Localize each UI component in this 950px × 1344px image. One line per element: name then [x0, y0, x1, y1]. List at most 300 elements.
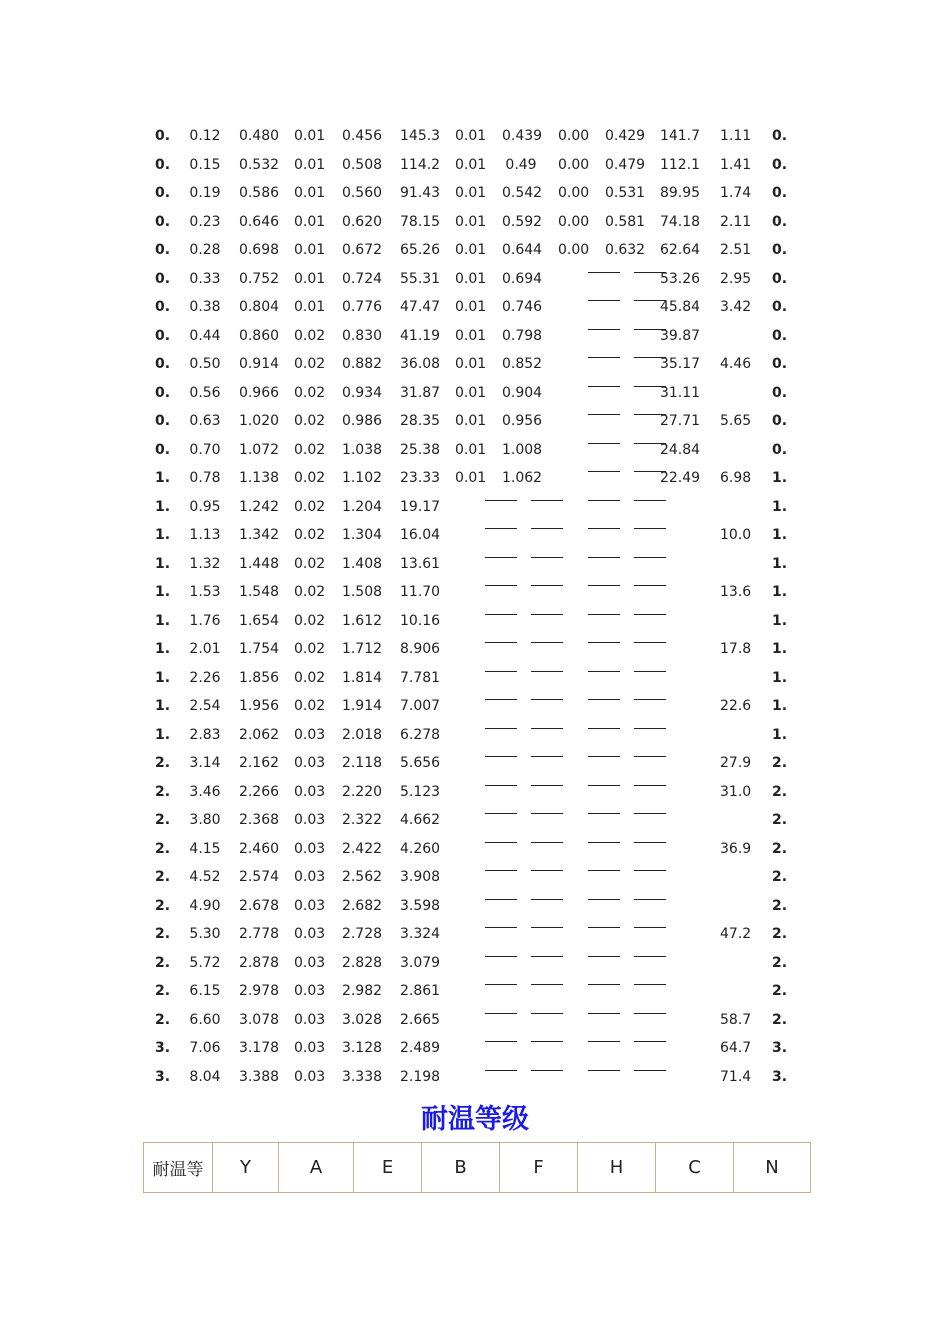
table-cell: 0.03 [294, 755, 326, 771]
table-cell: 3.078 [238, 1011, 280, 1028]
table-cell: 5.123 [400, 783, 441, 800]
table-row [145, 208, 805, 236]
table-cell: 2.562 [341, 869, 383, 885]
table-cell: 1. [155, 584, 171, 600]
table-row [145, 521, 805, 549]
table-cell: 36.9 [720, 840, 752, 857]
dash-mark [634, 699, 666, 700]
dash-mark [531, 984, 563, 985]
table-cell: 1. [772, 498, 788, 515]
table-cell: 1. [772, 669, 788, 686]
table-cell: 2. [772, 926, 788, 942]
table-cell: 0.02 [294, 441, 326, 458]
table-cell: 1.612 [341, 612, 383, 629]
dash-mark [485, 842, 517, 843]
table-cell: 0.33 [189, 270, 221, 287]
table-cell: 0. [155, 242, 171, 258]
table-cell: 0.03 [294, 954, 326, 971]
dash-mark [485, 642, 517, 643]
dash-mark [588, 756, 620, 757]
table-cell: 1.204 [341, 498, 383, 515]
table-row [145, 692, 805, 720]
table-cell: 0.480 [238, 128, 280, 144]
table-cell: 5.30 [189, 926, 221, 942]
table-cell: 2.460 [238, 840, 280, 857]
table-cell: 0.746 [502, 299, 543, 315]
dash-mark [634, 1041, 666, 1042]
table-cell: 1. [155, 527, 171, 543]
dash-mark [588, 813, 620, 814]
table-row [145, 949, 805, 977]
table-row [145, 721, 805, 749]
table-cell: 2.728 [341, 926, 383, 942]
table-cell: 2.861 [400, 983, 441, 999]
table-cell: 1.102 [341, 470, 383, 486]
dash-mark [531, 528, 563, 529]
table-cell: 0.03 [294, 1040, 326, 1056]
table-cell: 2. [772, 783, 788, 800]
table-cell: 31.87 [400, 384, 441, 401]
table-cell: 0.01 [294, 185, 326, 201]
table-cell: 2. [155, 926, 171, 942]
dash-mark [588, 927, 620, 928]
table-cell: 0. [155, 327, 171, 344]
table-cell: 1.712 [341, 641, 383, 657]
table-cell: 0.63 [189, 413, 221, 429]
table-cell: 2. [155, 812, 171, 828]
dash-mark [588, 1013, 620, 1014]
dash-mark [531, 756, 563, 757]
table-cell: 4.52 [189, 869, 221, 885]
table-cell: 1. [155, 641, 171, 657]
table-cell: 27.71 [659, 413, 701, 429]
table-cell: 2.489 [400, 1040, 441, 1056]
dash-mark [588, 642, 620, 643]
table-cell: 1.53 [189, 584, 221, 600]
table-cell: 2.778 [238, 926, 280, 942]
table-cell: 3.908 [400, 869, 441, 885]
table-cell: 0.592 [502, 213, 543, 230]
table-cell: 3. [155, 1068, 171, 1085]
dash-mark [634, 614, 666, 615]
table-cell: 1.32 [189, 555, 221, 572]
table-cell: 2. [772, 983, 788, 999]
table-cell: 0.03 [294, 926, 326, 942]
grade-header-cell: 耐温等 [144, 1143, 213, 1193]
table-cell: 0. [155, 413, 171, 429]
table-cell: 89.95 [659, 185, 701, 201]
table-cell: 1. [772, 555, 788, 572]
table-row [145, 977, 805, 1005]
dash-mark [531, 899, 563, 900]
table-cell: 0. [772, 213, 788, 230]
table-cell: 5.656 [400, 755, 441, 771]
table-cell: 0.01 [455, 356, 487, 372]
table-cell: 2. [155, 869, 171, 885]
table-cell: 2.266 [238, 783, 280, 800]
table-cell: 0. [772, 128, 788, 144]
table-cell: 2.678 [238, 897, 280, 914]
table-cell: 1.138 [238, 470, 280, 486]
table-cell: 0.01 [455, 185, 487, 201]
table-cell: 0.479 [605, 156, 646, 173]
dash-mark [531, 927, 563, 928]
table-cell: 0.934 [341, 384, 383, 401]
table-cell: 1.020 [238, 413, 280, 429]
grade-cell-f: F [500, 1143, 578, 1193]
table-cell: 19.17 [400, 498, 441, 515]
table-cell: 2. [155, 1011, 171, 1028]
table-cell: 1. [155, 669, 171, 686]
table-cell: 2.682 [341, 897, 383, 914]
table-cell: 0. [155, 384, 171, 401]
dash-mark [485, 870, 517, 871]
table-cell: 0.01 [294, 156, 326, 173]
table-cell: 1. [155, 612, 171, 629]
table-cell: 1.342 [238, 527, 280, 543]
table-cell: 2.878 [238, 954, 280, 971]
grade-row [144, 1143, 811, 1193]
table-cell: 3.80 [189, 812, 221, 828]
table-cell: 0.860 [238, 327, 280, 344]
table-cell: 47.2 [720, 926, 752, 942]
table-cell: 2. [772, 869, 788, 885]
table-cell: 0.02 [294, 641, 326, 657]
table-cell: 0.02 [294, 527, 326, 543]
table-cell: 31.11 [659, 384, 701, 401]
dash-mark [531, 1013, 563, 1014]
table-cell: 3.128 [341, 1040, 383, 1056]
dash-mark [588, 357, 620, 358]
dash-mark [588, 329, 620, 330]
table-cell: 1.74 [720, 185, 752, 201]
dash-mark [634, 956, 666, 957]
dash-mark [634, 927, 666, 928]
table-cell: 24.84 [659, 441, 701, 458]
table-cell: 1.754 [238, 641, 280, 657]
table-row [145, 350, 805, 378]
dash-mark [588, 728, 620, 729]
table-cell: 1.13 [189, 527, 221, 543]
table-cell: 6.98 [720, 470, 752, 486]
table-cell: 0.01 [455, 327, 487, 344]
table-cell: 0.644 [502, 242, 543, 258]
table-cell: 35.17 [659, 356, 701, 372]
table-cell: 2.018 [341, 726, 383, 743]
dash-mark [588, 585, 620, 586]
table-row [145, 379, 805, 407]
table-cell: 0.03 [294, 812, 326, 828]
table-cell: 0. [155, 270, 171, 287]
table-cell: 2. [772, 1011, 788, 1028]
table-cell: 0.986 [341, 413, 383, 429]
dash-mark [588, 699, 620, 700]
dash-mark [634, 671, 666, 672]
dash-mark [531, 728, 563, 729]
table-cell: 0.694 [502, 270, 543, 287]
table-cell: 1.548 [238, 584, 280, 600]
table-cell: 0.776 [341, 299, 383, 315]
dash-mark [485, 956, 517, 957]
table-row [145, 835, 805, 863]
table-cell: 0.620 [341, 213, 383, 230]
table-row [145, 293, 805, 321]
table-cell: 0.03 [294, 869, 326, 885]
table-cell: 0. [772, 185, 788, 201]
table-cell: 0.56 [189, 384, 221, 401]
table-cell: 3.46 [189, 783, 221, 800]
table-cell: 0.00 [558, 156, 590, 173]
table-cell: 0.01 [455, 270, 487, 287]
table-cell: 1.856 [238, 669, 280, 686]
table-row [145, 920, 805, 948]
table-cell: 2.198 [400, 1068, 441, 1085]
table-cell: 0.00 [558, 213, 590, 230]
table-cell: 39.87 [659, 327, 701, 344]
table-cell: 0.01 [455, 384, 487, 401]
table-cell: 0.02 [294, 498, 326, 515]
table-cell: 3. [772, 1040, 788, 1056]
dash-mark [588, 386, 620, 387]
table-cell: 28.35 [400, 413, 441, 429]
table-cell: 0.02 [294, 612, 326, 629]
table-cell: 0. [155, 185, 171, 201]
dash-mark [588, 785, 620, 786]
table-cell: 0.904 [502, 384, 543, 401]
table-cell: 1. [772, 726, 788, 743]
table-cell: 0.646 [238, 213, 280, 230]
table-cell: 23.33 [400, 470, 441, 486]
table-cell: 0. [772, 156, 788, 173]
table-cell: 0.02 [294, 327, 326, 344]
dash-mark [634, 528, 666, 529]
dash-mark [634, 642, 666, 643]
temperature-grade-table [143, 1142, 811, 1193]
table-row [145, 236, 805, 264]
grade-cell-n: N [734, 1143, 811, 1193]
table-cell: 2.665 [400, 1011, 441, 1028]
table-cell: 0.632 [605, 242, 646, 258]
table-cell: 1. [772, 698, 788, 714]
table-cell: 2. [155, 897, 171, 914]
table-cell: 7.06 [189, 1040, 221, 1056]
table-cell: 0.02 [294, 470, 326, 486]
dash-mark [485, 728, 517, 729]
table-cell: 1. [772, 527, 788, 543]
dash-mark [531, 1070, 563, 1071]
table-cell: 1.11 [720, 128, 752, 144]
table-cell: 0.00 [558, 242, 590, 258]
table-cell: 1.508 [341, 584, 383, 600]
table-cell: 3.178 [238, 1040, 280, 1056]
table-cell: 2.95 [720, 270, 752, 287]
table-cell: 11.70 [400, 584, 441, 600]
table-cell: 71.4 [720, 1068, 752, 1085]
table-cell: 0.914 [238, 356, 280, 372]
table-cell: 1.038 [341, 441, 383, 458]
dash-mark [634, 785, 666, 786]
table-cell: 0.01 [455, 299, 487, 315]
table-row [145, 892, 805, 920]
table-cell: 58.7 [720, 1011, 752, 1028]
dash-mark [531, 585, 563, 586]
table-cell: 3.14 [189, 755, 221, 771]
table-cell: 2. [772, 897, 788, 914]
dash-mark [634, 585, 666, 586]
dash-mark [531, 500, 563, 501]
table-cell: 1. [155, 698, 171, 714]
table-cell: 0. [772, 299, 788, 315]
dash-mark [531, 785, 563, 786]
dash-mark [485, 614, 517, 615]
table-cell: 1. [772, 641, 788, 657]
dash-mark [588, 956, 620, 957]
table-cell: 2. [155, 783, 171, 800]
table-row [145, 493, 805, 521]
table-cell: 0. [155, 299, 171, 315]
table-row [145, 122, 805, 150]
table-cell: 0. [155, 156, 171, 173]
table-cell: 2.368 [238, 812, 280, 828]
table-cell: 3.079 [400, 954, 441, 971]
dash-mark [485, 557, 517, 558]
table-cell: 2.162 [238, 755, 280, 771]
table-row [145, 578, 805, 606]
table-row [145, 749, 805, 777]
table-row [145, 436, 805, 464]
table-cell: 1.062 [502, 470, 543, 486]
dash-mark [485, 927, 517, 928]
table-cell: 0.429 [605, 128, 646, 144]
table-cell: 0.542 [502, 185, 543, 201]
dash-mark [485, 1070, 517, 1071]
table-cell: 5.72 [189, 954, 221, 971]
table-cell: 1. [772, 612, 788, 629]
dash-mark [588, 557, 620, 558]
table-cell: 2. [772, 954, 788, 971]
table-row [145, 407, 805, 435]
table-cell: 8.906 [400, 641, 441, 657]
table-cell: 1. [155, 470, 171, 486]
table-cell: 91.43 [400, 185, 441, 201]
table-cell: 0.03 [294, 783, 326, 800]
table-cell: 1.008 [502, 441, 543, 458]
table-cell: 0. [772, 413, 788, 429]
table-cell: 0.03 [294, 897, 326, 914]
table-cell: 0. [772, 327, 788, 344]
dash-mark [634, 500, 666, 501]
table-cell: 0.23 [189, 213, 221, 230]
table-cell: 0.01 [455, 441, 487, 458]
table-cell: 2.54 [189, 698, 221, 714]
table-cell: 0.531 [605, 185, 646, 201]
dash-mark [531, 956, 563, 957]
table-cell: 3.388 [238, 1068, 280, 1085]
dash-mark [588, 300, 620, 301]
table-row [145, 464, 805, 492]
dash-mark [634, 984, 666, 985]
table-cell: 4.46 [720, 356, 752, 372]
dash-mark [588, 1041, 620, 1042]
table-cell: 0.15 [189, 156, 221, 173]
table-cell: 0.02 [294, 698, 326, 714]
dash-mark [485, 671, 517, 672]
table-row [145, 607, 805, 635]
table-cell: 0.02 [294, 413, 326, 429]
dash-mark [588, 842, 620, 843]
table-cell: 16.04 [400, 527, 441, 543]
table-row [145, 806, 805, 834]
table-cell: 0.95 [189, 498, 221, 515]
table-cell: 112.1 [659, 156, 701, 173]
dash-mark [485, 785, 517, 786]
dash-mark [634, 813, 666, 814]
table-cell: 25.38 [400, 441, 441, 458]
table-cell: 2.83 [189, 726, 221, 743]
table-row [145, 322, 805, 350]
table-cell: 2.982 [341, 983, 383, 999]
table-cell: 3.324 [400, 926, 441, 942]
dash-mark [588, 671, 620, 672]
dash-mark [485, 500, 517, 501]
table-cell: 2.322 [341, 812, 383, 828]
table-cell: 1. [155, 726, 171, 743]
dash-mark [485, 984, 517, 985]
table-row [145, 1063, 805, 1091]
dash-mark [588, 528, 620, 529]
table-cell: 0. [155, 128, 171, 144]
table-cell: 0.03 [294, 726, 326, 743]
table-cell: 0.956 [502, 413, 543, 429]
table-cell: 0.01 [455, 413, 487, 429]
grade-cell-e: E [354, 1143, 422, 1193]
dash-mark [634, 728, 666, 729]
grade-cell-h: H [578, 1143, 656, 1193]
table-cell: 65.26 [400, 242, 441, 258]
table-cell: 0.672 [341, 242, 383, 258]
table-cell: 0.03 [294, 840, 326, 857]
table-cell: 2.51 [720, 242, 752, 258]
table-cell: 0.01 [294, 299, 326, 315]
dash-mark [531, 642, 563, 643]
dash-mark [588, 272, 620, 273]
dash-mark [588, 614, 620, 615]
dash-mark [531, 870, 563, 871]
table-cell: 2.26 [189, 669, 221, 686]
table-cell: 4.15 [189, 840, 221, 857]
table-cell: 2.11 [720, 213, 752, 230]
table-cell: 0.38 [189, 299, 221, 315]
table-cell: 0.02 [294, 584, 326, 600]
table-cell: 2. [155, 840, 171, 857]
table-cell: 0. [772, 356, 788, 372]
table-cell: 2. [772, 812, 788, 828]
table-cell: 22.49 [659, 470, 701, 486]
dash-mark [588, 1070, 620, 1071]
table-cell: 2. [155, 983, 171, 999]
table-cell: 0.12 [189, 128, 221, 144]
table-cell: 0. [772, 242, 788, 258]
dash-mark [634, 557, 666, 558]
table-cell: 36.08 [400, 356, 441, 372]
table-cell: 1.304 [341, 527, 383, 543]
table-cell: 2.01 [189, 641, 221, 657]
dash-mark [531, 557, 563, 558]
table-cell: 1.41 [720, 156, 752, 173]
table-cell: 8.04 [189, 1068, 221, 1085]
dash-mark [634, 1070, 666, 1071]
table-cell: 2.422 [341, 840, 383, 857]
